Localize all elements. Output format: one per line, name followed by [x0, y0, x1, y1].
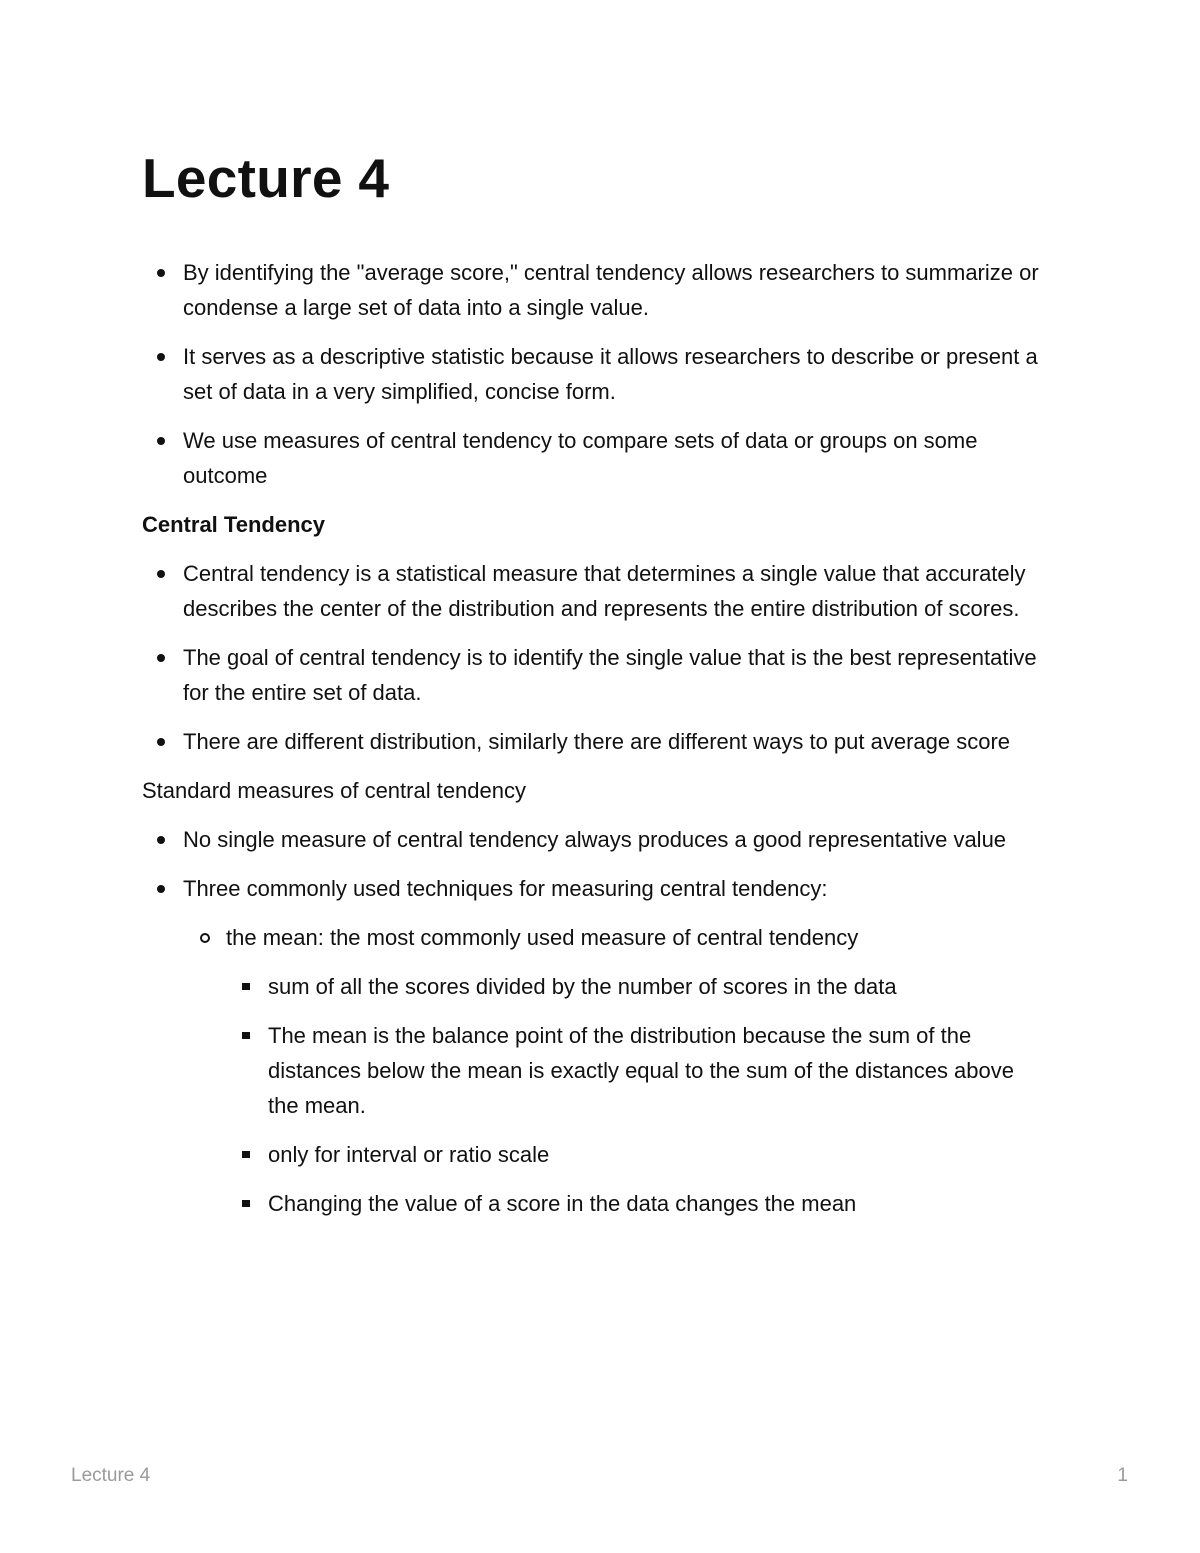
list-item-text: It serves as a descriptive statistic because it allows researchers to describe or present a set of data in a very simplified, concise form.: [183, 344, 1038, 404]
page-title: Lecture 4: [142, 147, 390, 209]
bullet-square-icon: [242, 1200, 250, 1207]
list-item-text: Three commonly used techniques for measuring central tendency:: [183, 876, 828, 901]
list-item-text: sum of all the scores divided by the number of scores in the data: [268, 974, 897, 999]
document-body: [142, 255, 1042, 1235]
list-item: [226, 1137, 1042, 1172]
nested-list: [183, 920, 1042, 1221]
list-item: [226, 1186, 1042, 1221]
bullet-disc-icon: [157, 836, 165, 844]
list-item-text: only for interval or ratio scale: [268, 1142, 550, 1167]
list-item: [142, 822, 1042, 857]
section-heading-central-tendency: Central Tendency: [142, 512, 325, 537]
list-item: [142, 640, 1042, 710]
list-item: [183, 920, 1042, 1221]
bullet-disc-icon: [157, 738, 165, 746]
bullet-disc-icon: [157, 269, 165, 277]
list-item-text: We use measures of central tendency to compare sets of data or groups on some outcome: [183, 428, 978, 488]
standard-measures-list: [142, 822, 1042, 1221]
list-item-text: By identifying the "average score," central tendency allows researchers to summarize or condense a large set of data into a single value.: [183, 260, 1039, 320]
list-item: [142, 724, 1042, 759]
list-item-text: The goal of central tendency is to identify the single value that is the best representative for the entire set of data.: [183, 645, 1037, 705]
bullet-square-icon: [242, 1032, 250, 1039]
footer-page-number: 1: [1117, 1465, 1128, 1486]
list-item: [226, 1018, 1042, 1123]
list-item: [142, 871, 1042, 1221]
intro-list: [142, 255, 1042, 493]
footer-document-title: Lecture 4: [71, 1465, 151, 1486]
list-item: [226, 969, 1042, 1004]
bullet-disc-icon: [157, 570, 165, 578]
list-item-text: The mean is the balance point of the distribution because the sum of the distances below the mean is exactly equal to the sum of the distances above the mean.: [268, 1023, 1014, 1118]
list-item: [142, 423, 1042, 493]
list-item-text: Changing the value of a score in the data changes the mean: [268, 1191, 857, 1216]
section-heading-standard-measures: Standard measures of central tendency: [142, 778, 527, 803]
list-item: [142, 556, 1042, 626]
bullet-disc-icon: [157, 885, 165, 893]
list-item-text: Central tendency is a statistical measure that determines a single value that accurately describes the center of the distribution and represents the entire distribution of scores.: [183, 561, 1026, 621]
bullet-disc-icon: [157, 353, 165, 361]
list-item-text: the mean: the most commonly used measure of central tendency: [226, 925, 859, 950]
bullet-disc-icon: [157, 654, 165, 662]
bullet-square-icon: [242, 983, 250, 990]
bullet-square-icon: [242, 1151, 250, 1158]
bullet-disc-icon: [157, 437, 165, 445]
list-item: [142, 339, 1042, 409]
central-tendency-list: [142, 556, 1042, 759]
list-item-text: There are different distribution, similarly there are different ways to put average score: [183, 729, 1011, 754]
nested-list: [226, 969, 1042, 1221]
list-item: [142, 255, 1042, 325]
list-item-text: No single measure of central tendency always produces a good representative value: [183, 827, 1007, 852]
bullet-circle-icon: [200, 933, 210, 943]
